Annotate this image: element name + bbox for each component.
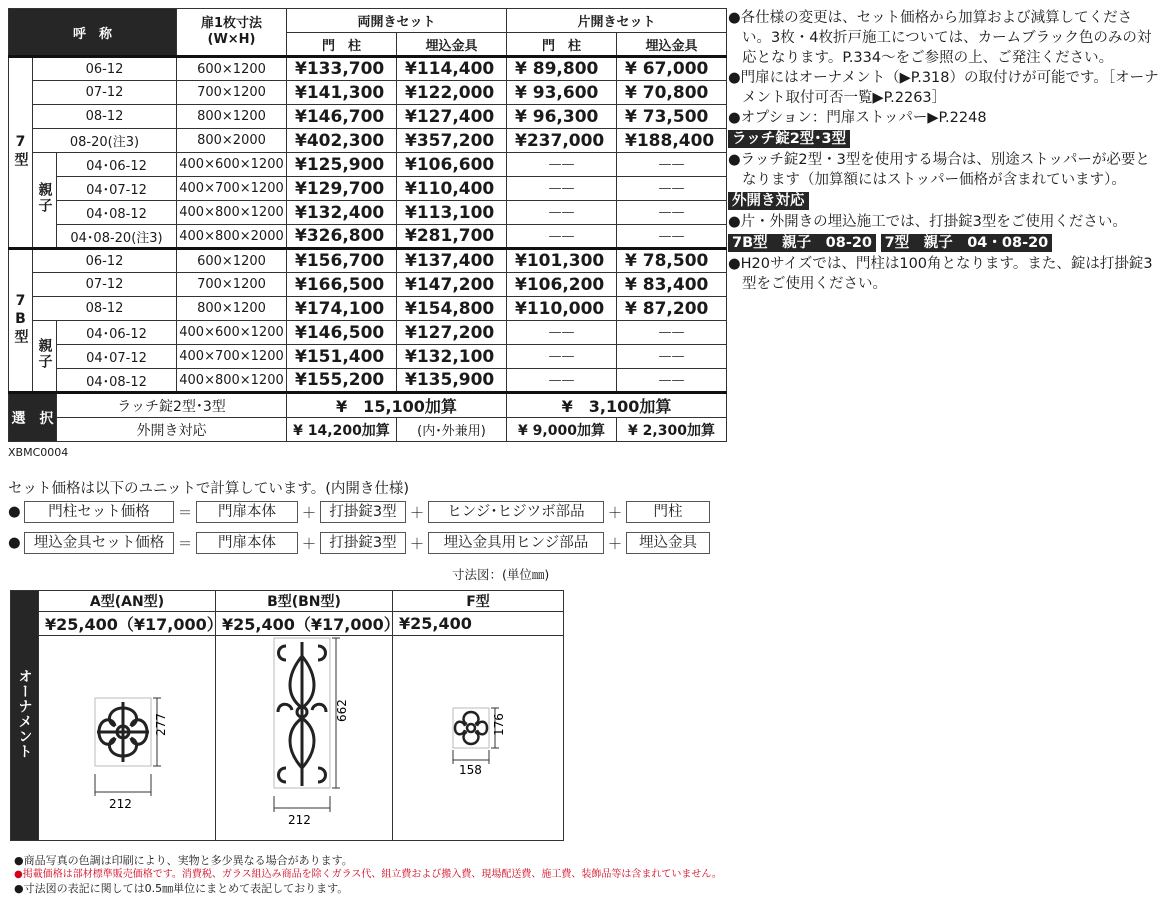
price-double-post: ¥326,800 bbox=[287, 225, 397, 249]
ornament-b-drawing bbox=[216, 636, 393, 841]
row-size: 400×800×1200 bbox=[177, 369, 287, 393]
row-size: 400×800×2000 bbox=[177, 225, 287, 249]
header-name: 呼 称 bbox=[9, 9, 177, 57]
bullet: ● bbox=[8, 504, 21, 520]
price-double-post: ¥146,500 bbox=[287, 321, 397, 345]
table-row bbox=[9, 177, 727, 201]
row-name: 04･08-12 bbox=[57, 369, 177, 393]
row-name: 04･07-12 bbox=[57, 345, 177, 369]
price-double-embed: ¥154,800 bbox=[397, 297, 507, 321]
ornament-a-image bbox=[39, 636, 215, 836]
formula-term: 埋込金具用ヒンジ部品 bbox=[428, 532, 604, 554]
price-double-post: ¥402,300 bbox=[287, 129, 397, 153]
row-size: 400×600×1200 bbox=[177, 321, 287, 345]
price-double-embed: ¥110,400 bbox=[397, 177, 507, 201]
price-double-post: ¥129,700 bbox=[287, 177, 397, 201]
price-single-embed: —— bbox=[617, 369, 727, 393]
row-size: 800×1200 bbox=[177, 105, 287, 129]
formula-term: 打掛錠3型 bbox=[320, 532, 406, 554]
price-single-embed: ¥ 70,800 bbox=[617, 81, 727, 105]
price-double-embed: ¥132,100 bbox=[397, 345, 507, 369]
note-1: ●各仕様の変更は、セット価格から加算および減算してください。3枚・4枚折戸施工については、カームブラック色のみの対応となります。P.334〜をご参照の上、ご発注ください。 bbox=[728, 10, 1152, 66]
table-row bbox=[9, 321, 727, 345]
ornament-b-image bbox=[216, 636, 392, 836]
section-label-cell bbox=[9, 249, 33, 393]
formula-term: ヒンジ･ヒジツボ部品 bbox=[428, 501, 604, 523]
row-name: 08-20(注3) bbox=[33, 129, 177, 153]
ornament-label-cell bbox=[11, 591, 39, 841]
price-double-embed: ¥137,400 bbox=[397, 249, 507, 273]
table-row bbox=[9, 297, 727, 321]
oyako-label: 親子 bbox=[36, 338, 53, 370]
row-size: 700×1200 bbox=[177, 81, 287, 105]
dimension-note: 寸法図：(単位㎜) bbox=[452, 567, 550, 582]
table-row bbox=[9, 201, 727, 225]
table-row bbox=[9, 273, 727, 297]
price-double-embed: ¥147,200 bbox=[397, 273, 507, 297]
price-single-post: ¥ 96,300 bbox=[507, 105, 617, 129]
formula-operator: ＋ bbox=[409, 505, 425, 522]
price-single-post: —— bbox=[507, 321, 617, 345]
row-name: 07-12 bbox=[33, 81, 177, 105]
table-row bbox=[9, 129, 727, 153]
row-size: 400×700×1200 bbox=[177, 177, 287, 201]
row-name: 04･08-12 bbox=[57, 201, 177, 225]
row-name: 08-12 bbox=[33, 105, 177, 129]
section-label-cell bbox=[9, 57, 33, 249]
price-single-embed: ¥ 87,200 bbox=[617, 297, 727, 321]
ornament-f-height: 176 bbox=[492, 713, 506, 736]
row-name: 04･08-20(注3) bbox=[57, 225, 177, 249]
price-double-post: ¥146,700 bbox=[287, 105, 397, 129]
formula-row-post bbox=[8, 500, 710, 524]
price-single-post: —— bbox=[507, 225, 617, 249]
row-size: 400×700×1200 bbox=[177, 345, 287, 369]
price-double-post: ¥151,400 bbox=[287, 345, 397, 369]
ornament-label: オーナメント bbox=[16, 668, 33, 759]
price-single-post: —— bbox=[507, 345, 617, 369]
price-double-embed: ¥281,700 bbox=[397, 225, 507, 249]
formula-operator: ＋ bbox=[607, 536, 623, 553]
price-single-embed: —— bbox=[617, 201, 727, 225]
ornament-f-width: 158 bbox=[459, 763, 482, 777]
price-double-embed: ¥357,200 bbox=[397, 129, 507, 153]
header-double-embed: 埋込金具 bbox=[397, 33, 507, 57]
oyako-label-cell bbox=[33, 153, 57, 249]
select-outward-single-embed: ¥ 2,300加算 bbox=[617, 418, 727, 442]
row-size: 800×1200 bbox=[177, 297, 287, 321]
note-5: ●片・外開きの埋込施工では、打掛錠3型をご使用ください。 bbox=[728, 214, 1127, 230]
price-single-post: ¥101,300 bbox=[507, 249, 617, 273]
price-single-post: ¥ 89,800 bbox=[507, 57, 617, 81]
formula-operator: ＝ bbox=[177, 536, 193, 553]
product-code: XBMC0004 bbox=[8, 446, 69, 459]
select-outward-single-post: ¥ 9,000加算 bbox=[507, 418, 617, 442]
price-double-post: ¥155,200 bbox=[287, 369, 397, 393]
formula-operator: ＋ bbox=[607, 505, 623, 522]
formula-term: 門扉本体 bbox=[196, 501, 298, 523]
price-double-post: ¥141,300 bbox=[287, 81, 397, 105]
footer-note-1: ●商品写真の色調は印刷により、実物と多少異なる場合があります。 bbox=[14, 854, 353, 867]
table-row bbox=[9, 345, 727, 369]
price-double-post: ¥125,900 bbox=[287, 153, 397, 177]
formula-intro: セット価格は以下のユニットで計算しています。(内開き仕様) bbox=[8, 481, 410, 497]
row-name: 08-12 bbox=[33, 297, 177, 321]
ornament-a-price: ¥25,400（¥17,000） bbox=[39, 612, 216, 636]
row-size: 800×2000 bbox=[177, 129, 287, 153]
heading-7b: 7B型 親子 08-20 bbox=[728, 234, 876, 252]
select-label: 選 択 bbox=[9, 393, 57, 442]
price-single-embed: —— bbox=[617, 345, 727, 369]
header-double-post: 門 柱 bbox=[287, 33, 397, 57]
oyako-label: 親子 bbox=[36, 182, 53, 214]
select-outward-double-note: (内･外兼用) bbox=[397, 418, 507, 442]
price-single-embed: ¥ 67,000 bbox=[617, 57, 727, 81]
note-2: ●門扉にはオーナメント（▶P.318）の取付けが可能です。［オーナメント取付可否一覧▶P.2263］ bbox=[728, 70, 1159, 106]
price-single-post: ¥110,000 bbox=[507, 297, 617, 321]
price-single-embed: ¥ 73,500 bbox=[617, 105, 727, 129]
footer-note-2: ●掲載価格は部材標準販売価格です。消費税、ガラス組込み商品を除くガラス代、組立費および搬入費、現場配送費、施工費、装飾品等は含まれていません。 bbox=[14, 869, 722, 880]
row-size: 600×1200 bbox=[177, 249, 287, 273]
price-double-embed: ¥122,000 bbox=[397, 81, 507, 105]
table-row bbox=[9, 249, 727, 273]
section-7b bbox=[9, 249, 727, 393]
price-double-embed: ¥135,900 bbox=[397, 369, 507, 393]
table-row bbox=[9, 57, 727, 81]
price-double-post: ¥166,500 bbox=[287, 273, 397, 297]
header-double: 両開きセット bbox=[287, 9, 507, 33]
formula-row-embed bbox=[8, 531, 710, 555]
heading-outward: 外開き対応 bbox=[728, 192, 809, 210]
notes-panel bbox=[728, 8, 1160, 294]
row-name: 04･06-12 bbox=[57, 153, 177, 177]
price-single-post: —— bbox=[507, 177, 617, 201]
ornament-a-width: 212 bbox=[109, 797, 132, 811]
row-name: 07-12 bbox=[33, 273, 177, 297]
oyako-label-cell bbox=[33, 321, 57, 393]
formula-term: 埋込金具セット価格 bbox=[24, 532, 174, 554]
price-single-post: ¥ 93,600 bbox=[507, 81, 617, 105]
select-latch-single: ¥ 3,100加算 bbox=[507, 393, 727, 418]
price-single-post: ¥237,000 bbox=[507, 129, 617, 153]
row-size: 400×600×1200 bbox=[177, 153, 287, 177]
price-double-embed: ¥127,400 bbox=[397, 105, 507, 129]
formula-operator: ＋ bbox=[301, 505, 317, 522]
price-single-post: —— bbox=[507, 201, 617, 225]
section-7 bbox=[9, 57, 727, 249]
row-size: 400×800×1200 bbox=[177, 201, 287, 225]
ornament-a-drawing bbox=[39, 636, 216, 841]
header-single-post: 門 柱 bbox=[507, 33, 617, 57]
ornament-a-height: 277 bbox=[154, 713, 168, 736]
formula-term: 門柱 bbox=[626, 501, 710, 523]
header-size: 扉1枚寸法 (W×H) bbox=[177, 9, 287, 57]
price-single-embed: —— bbox=[617, 225, 727, 249]
formula-operator: ＋ bbox=[301, 536, 317, 553]
formula-term: 埋込金具 bbox=[626, 532, 710, 554]
price-single-embed: —— bbox=[617, 177, 727, 201]
ornament-f-price: ¥25,400 bbox=[393, 612, 564, 636]
ornament-b-width: 212 bbox=[288, 813, 311, 827]
ornament-b-height: 662 bbox=[335, 699, 349, 722]
footer-note-3: ●寸法図の表記に関しては0.5㎜単位にまとめて表記しております。 bbox=[14, 882, 349, 895]
row-name: 06-12 bbox=[33, 57, 177, 81]
row-name: 06-12 bbox=[33, 249, 177, 273]
price-single-post: —— bbox=[507, 369, 617, 393]
note-3: ●オプション：門扉ストッパー▶P.2248 bbox=[728, 110, 987, 126]
price-double-embed: ¥127,200 bbox=[397, 321, 507, 345]
ornament-f-image bbox=[393, 636, 563, 836]
section-label: 7B型 bbox=[12, 292, 29, 345]
select-outward-double-price: ¥ 14,200加算 bbox=[287, 418, 397, 442]
table-row bbox=[9, 81, 727, 105]
price-double-embed: ¥106,600 bbox=[397, 153, 507, 177]
note-4: ●ラッチ錠2型・3型を使用する場合は、別途ストッパーが必要となります（加算額にはストッパー価格が含まれています）。 bbox=[728, 152, 1150, 188]
price-single-embed: —— bbox=[617, 321, 727, 345]
ornament-a-name: A型(AN型) bbox=[39, 591, 216, 612]
select-outward-label: 外開き対応 bbox=[57, 418, 287, 442]
ornament-table bbox=[10, 590, 564, 841]
select-latch-double: ¥ 15,100加算 bbox=[287, 393, 507, 418]
price-double-post: ¥156,700 bbox=[287, 249, 397, 273]
bullet: ● bbox=[8, 535, 21, 551]
price-single-embed: ¥ 83,400 bbox=[617, 273, 727, 297]
formula-term: 打掛錠3型 bbox=[320, 501, 406, 523]
note-6: ●H20サイズでは、門柱は100角となります。また、錠は打掛錠3型をご使用ください。 bbox=[728, 256, 1153, 292]
price-table bbox=[8, 8, 727, 442]
price-single-embed: —— bbox=[617, 153, 727, 177]
heading-latch: ラッチ錠2型･3型 bbox=[728, 130, 850, 148]
header-single-embed: 埋込金具 bbox=[617, 33, 727, 57]
table-row bbox=[9, 369, 727, 393]
select-latch-label: ラッチ錠2型･3型 bbox=[57, 393, 287, 418]
table-row bbox=[9, 153, 727, 177]
row-size: 700×1200 bbox=[177, 273, 287, 297]
row-name: 04･07-12 bbox=[57, 177, 177, 201]
price-single-embed: ¥188,400 bbox=[617, 129, 727, 153]
ornament-b-name: B型(BN型) bbox=[216, 591, 393, 612]
heading-7: 7型 親子 04・08-20 bbox=[881, 234, 1053, 252]
price-double-embed: ¥113,100 bbox=[397, 201, 507, 225]
formula-operator: ＝ bbox=[177, 505, 193, 522]
formula-operator: ＋ bbox=[409, 536, 425, 553]
formula-term: 門扉本体 bbox=[196, 532, 298, 554]
price-single-post: ¥106,200 bbox=[507, 273, 617, 297]
price-single-post: —— bbox=[507, 153, 617, 177]
formula-term: 門柱セット価格 bbox=[24, 501, 174, 523]
header-single: 片開きセット bbox=[507, 9, 727, 33]
price-double-embed: ¥114,400 bbox=[397, 57, 507, 81]
table-row bbox=[9, 225, 727, 249]
table-row bbox=[9, 105, 727, 129]
ornament-f-name: F型 bbox=[393, 591, 564, 612]
ornament-b-price: ¥25,400（¥17,000） bbox=[216, 612, 393, 636]
price-single-embed: ¥ 78,500 bbox=[617, 249, 727, 273]
section-label: 7型 bbox=[12, 133, 29, 168]
ornament-f-drawing bbox=[393, 636, 564, 841]
price-double-post: ¥133,700 bbox=[287, 57, 397, 81]
row-size: 600×1200 bbox=[177, 57, 287, 81]
price-double-post: ¥174,100 bbox=[287, 297, 397, 321]
row-name: 04･06-12 bbox=[57, 321, 177, 345]
price-double-post: ¥132,400 bbox=[287, 201, 397, 225]
